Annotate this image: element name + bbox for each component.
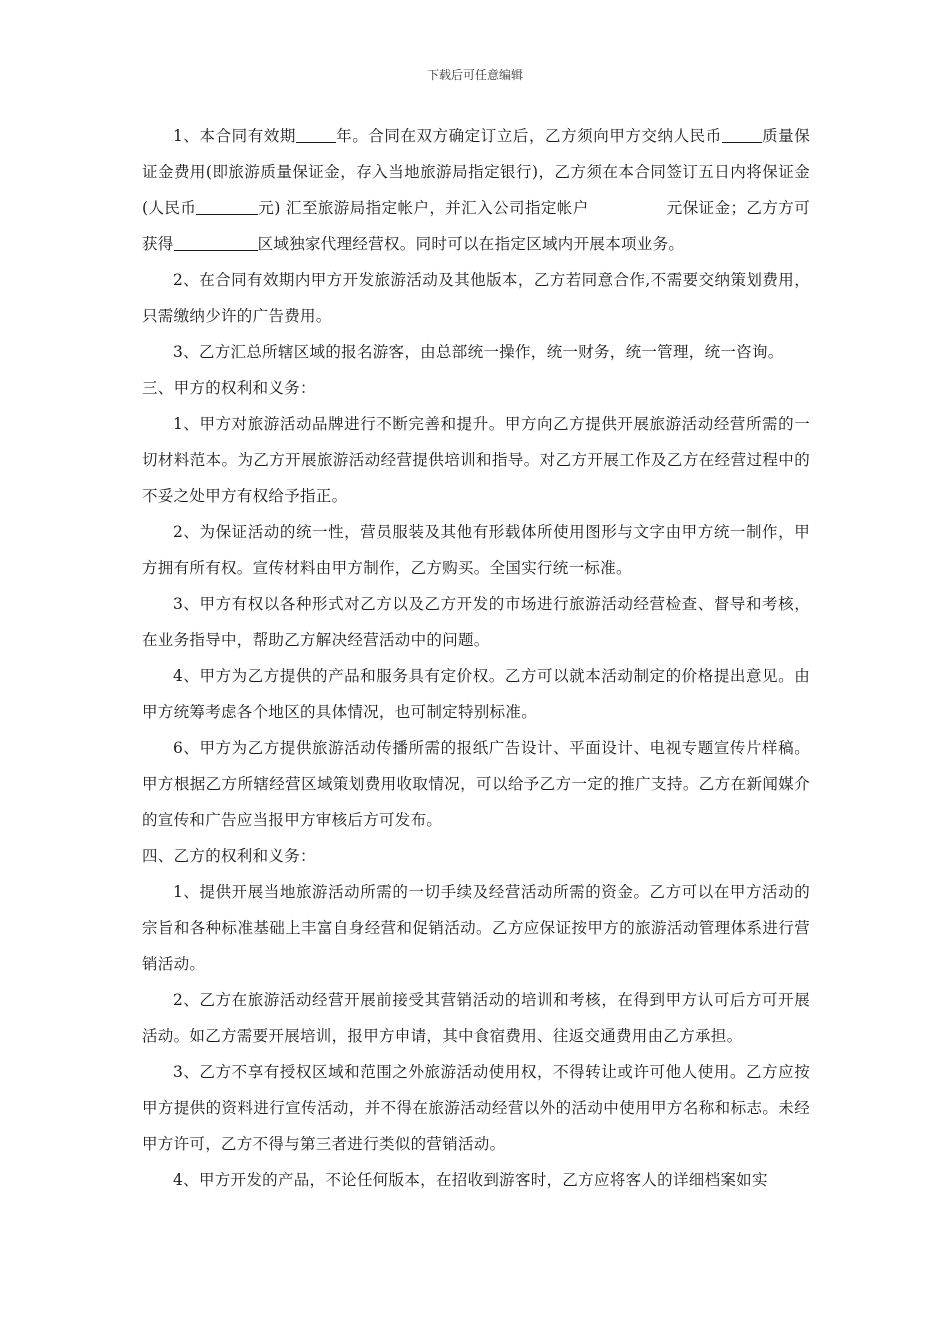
- clause-1-text-d: 元) 汇至旅游局指定帐户，并汇入公司指定帐户: [258, 199, 589, 217]
- clause-1: [142, 118, 810, 262]
- blank-deposit: [196, 199, 258, 216]
- clause-3: 3、乙方汇总所辖区域的报名游客，由总部统一操作，统一财务，统一管理，统一咨询。: [173, 343, 784, 361]
- section-heading-party-a: 三、甲方的权利和义务：: [142, 379, 316, 397]
- blank-amount: [722, 127, 762, 144]
- party-a-item-6: 6、甲方为乙方提供旅游活动传播所需的报纸广告设计、平面设计、电视专题宣传片样稿。甲方根据乙方所辖经营区域策划费用收取情况，可以给予乙方一定的推广支持。乙方在新闻媒介的宣传和广告应当报甲方审核后方可发布。: [142, 739, 810, 829]
- section-heading-party-b: 四、乙方的权利和义务：: [142, 847, 316, 865]
- clause-1-text-f: 区域独家代理经营权。同时可以在指定区域内开展本项业务。: [257, 235, 685, 253]
- party-a-item-4: 4、甲方为乙方提供的产品和服务具有定价权。乙方可以就本活动制定的价格提出意见。由甲方统筹考虑各个地区的具体情况，也可制定特别标准。: [142, 667, 810, 721]
- document-body: [142, 118, 810, 1198]
- party-b-item-1: 1、提供开展当地旅游活动所需的一切手续及经营活动所需的资金。乙方可以在甲方活动的宗旨和各种标准基础上丰富自身经营和促销活动。乙方应保证按甲方的旅游活动管理体系进行营销活动。: [142, 883, 810, 973]
- party-b-item-3: 3、乙方不享有授权区域和范围之外旅游活动使用权，不得转让或许可他人使用。乙方应按甲方提供的资料进行宣传活动，并不得在旅游活动经营以外的活动中使用甲方名称和标志。未经甲方许可，乙方不得与第三者进行类似的营销活动。: [142, 1063, 810, 1153]
- clause-1-text-b: 年。合同在双方确定订立后，乙方须向甲方交纳人民币: [335, 127, 722, 145]
- clause-1-text-e: 元保证金；乙方方可获得: [142, 199, 811, 253]
- party-b-item-4: 4、甲方开发的产品，不论任何版本，在招收到游客时，乙方应将客人的详细档案如实: [173, 1171, 768, 1189]
- party-a-item-2: 2、为保证活动的统一性，营员服装及其他有形载体所使用图形与文字由甲方统一制作，甲方拥有所有权。宣传材料由甲方制作，乙方购买。全国实行统一标准。: [142, 523, 810, 577]
- clause-1-text-a: 1、本合同有效期: [173, 127, 296, 145]
- clause-2: 2、在合同有效期内甲方开发旅游活动及其他版本，乙方若同意合作,不需要交纳策划费用，只需缴纳少许的广告费用。: [142, 271, 810, 325]
- party-a-item-3: 3、甲方有权以各种形式对乙方以及乙方开发的市场进行旅游活动经营检查、督导和考核，在业务指导中，帮助乙方解决经营活动中的问题。: [142, 595, 810, 649]
- party-a-item-1: 1、甲方对旅游活动品牌进行不断完善和提升。甲方向乙方提供开展旅游活动经营所需的一切材料范本。为乙方开展旅游活动经营提供培训和指导。对乙方开展工作及乙方在经营过程中的不妥之处甲方有权给予指正。: [142, 415, 810, 505]
- blank-region: [174, 235, 258, 252]
- blank-term-years: [296, 127, 336, 144]
- party-b-item-2: 2、乙方在旅游活动经营开展前接受其营销活动的培训和考核，在得到甲方认可后方可开展活动。如乙方需要开展培训，报甲方申请，其中食宿费用、往返交通费用由乙方承担。: [142, 991, 810, 1045]
- clause-1-text-c: 质量保证金费用(即旅游质量保证金，存入当地旅游局指定银行)，乙方须在本合同签订五日内将保证金(人民币: [142, 127, 810, 217]
- page-header: 下载后可任意编辑: [426, 68, 523, 82]
